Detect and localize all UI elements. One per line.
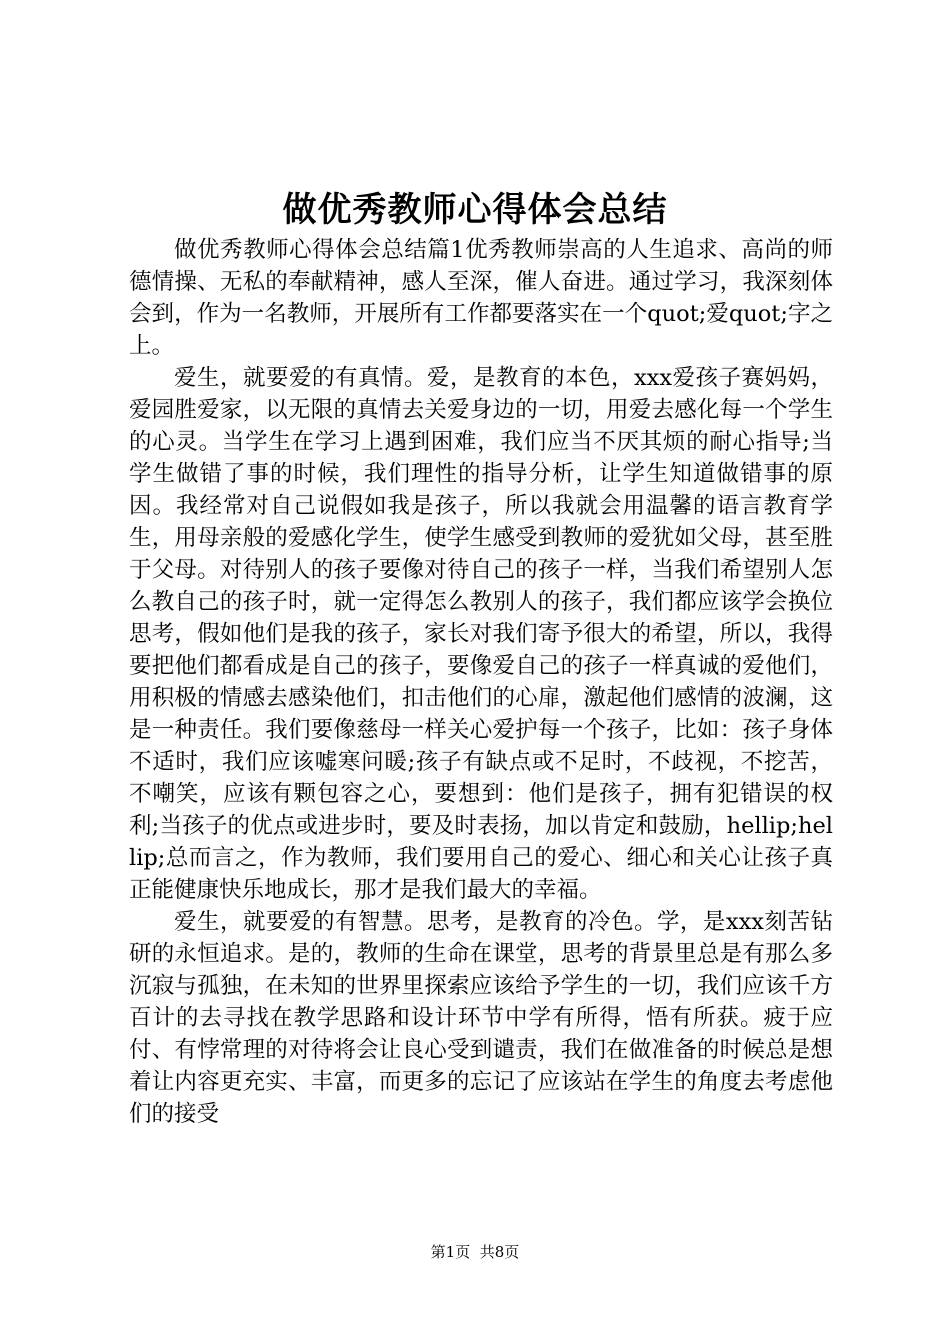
body-paragraph-2: 爱生，就要爱的有真情。爱，是教育的本色，xxx爱孩子赛妈妈，爱园胜爱家，以无限的真情去关爱身边的一切，用爱去感化每一个学生的心灵。当学生在学习上遇到困难，我们应当不厌其烦的耐心指导;当学生做错了事的时候，我们理性的指导分析，让学生知道做错事的原因。我经常对自己说假如我是孩子，所以我就会用温馨的语言教育学生，用母亲般的爱感化学生，使学生感受到教师的爱犹如父母，甚至胜于父母。对待别人的孩子要像对待自己的孩子一样，当我们希望别人怎么教自己的孩子时，就一定得怎么教别人的孩子，我们都应该学会换位思考，假如他们是我的孩子，家长对我们寄予很大的希望，所以，我得要把他们都看成是自己的孩子，要像爱自己的孩子一样真诚的爱他们，用积极的情感去感染他们，扣击他们的心扉，激起他们感情的波澜，这是一种责任。我们要像慈母一样关心爱护每一个孩子，比如：孩子身体不适时，我们应该嘘寒问暖;孩子有缺点或不足时，不歧视，不挖苦，不嘲笑，应该有颗包容之心，要想到：他们是孩子，拥有犯错误的权利;当孩子的优点或进步时，要及时表扬，加以肯定和鼓励，hellip;hellip;总而言之，作为教师，我们要用自己的爱心、细心和关心让孩子真正能健康快乐地成长，那才是我们最大的幸福。	[129, 365, 833, 903]
document-body	[129, 234, 833, 1130]
body-paragraph-1: 做优秀教师心得体会总结篇1优秀教师崇高的人生追求、高尚的师德情操、无私的奉献精神，感人至深，催人奋进。通过学习，我深刻体会到，作为一名教师，开展所有工作都要落实在一个quot;爱quot;字之上。	[129, 237, 833, 359]
document-title: 做优秀教师心得体会总结	[282, 190, 668, 230]
page-footer	[0, 1241, 950, 1263]
page-number: 第1页	[430, 1243, 471, 1261]
footer-gap	[470, 1243, 480, 1261]
page-total: 共8页	[479, 1243, 520, 1261]
body-paragraph-3: 爱生，就要爱的有智慧。思考，是教育的冷色。学，是xxx刻苦钻研的永恒追求。是的，教师的生命在课堂，思考的背景里总是有那么多沉寂与孤独，在未知的世界里探索应该给予学生的一切，我们应该千方百计的去寻找在教学思路和设计环节中学有所得，悟有所获。疲于应付、有悖常理的对待将会让良心受到谴责，我们在做准备的时候总是想着让内容更充实、丰富，而更多的忘记了应该站在学生的角度去考虑他们的接受	[129, 909, 833, 1127]
